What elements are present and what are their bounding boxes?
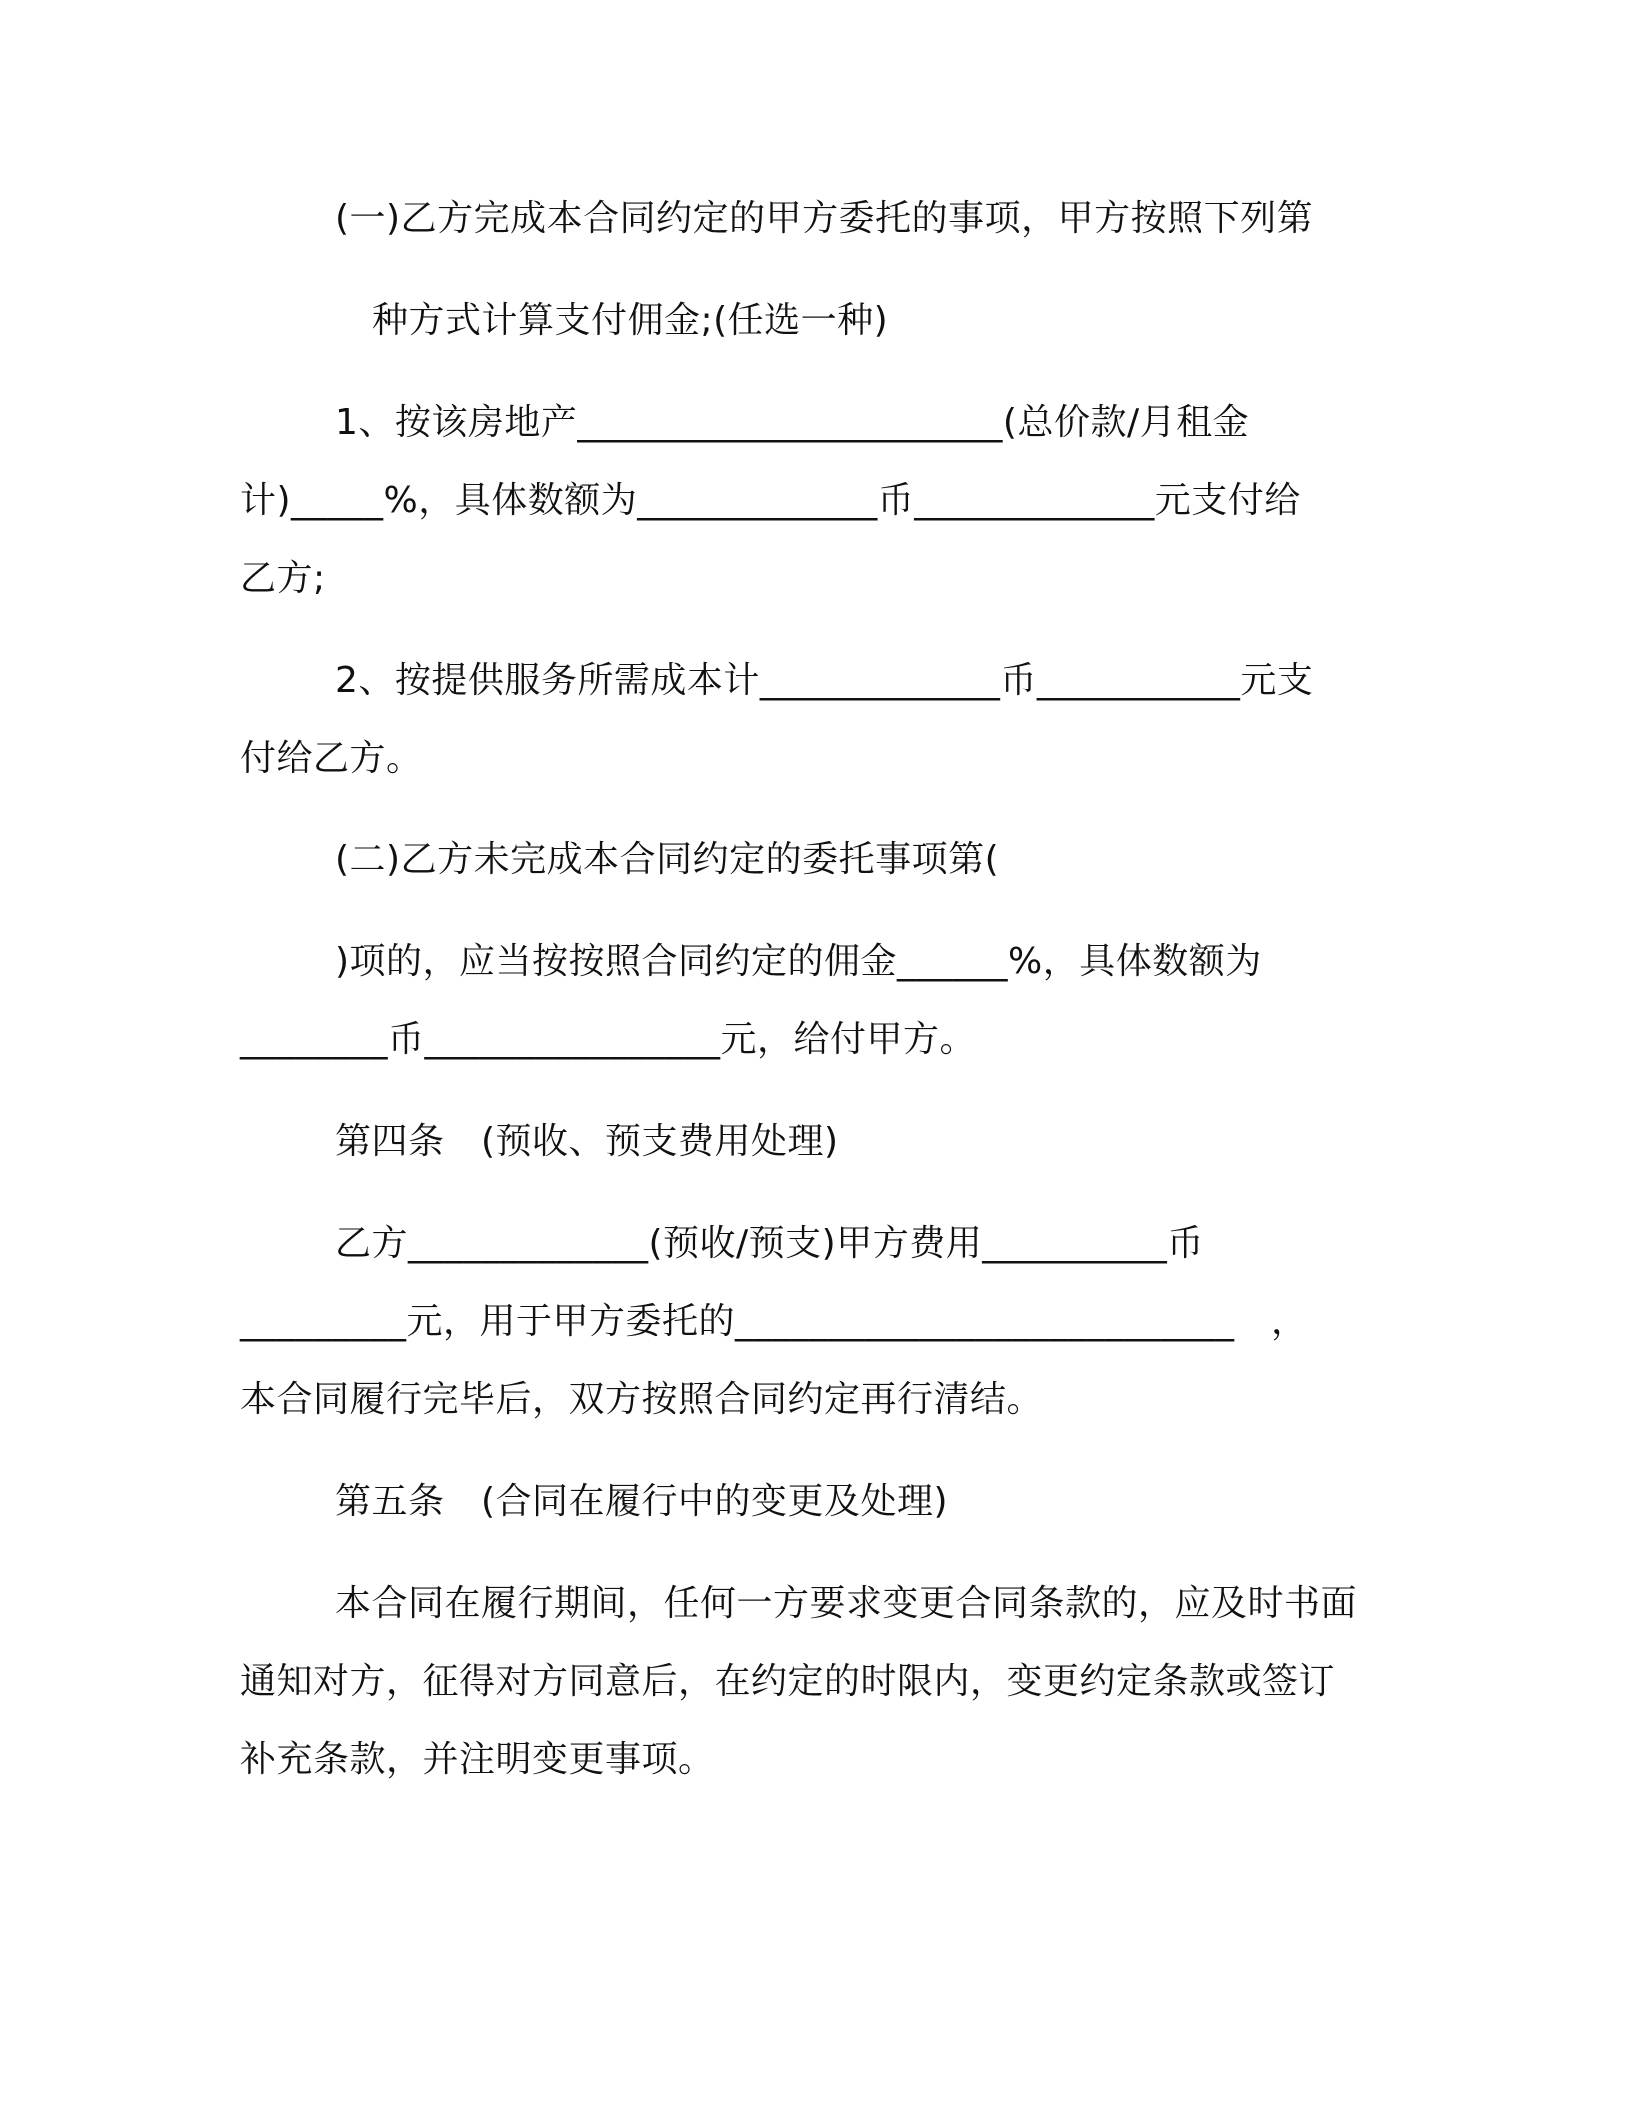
- article-5-body-line-3: 补充条款，并注明变更事项。: [240, 1739, 715, 1780]
- clause-2-line-2: )项的，应当按按照合同约定的佣金______%，具体数额为: [335, 941, 1262, 982]
- article-4-heading: 第四条 (预收、预支费用处理): [335, 1121, 839, 1162]
- option-2-line-1: 2、按提供服务所需成本计_____________币___________元支: [335, 660, 1314, 701]
- article-4-body-line-1: 乙方_____________(预收/预支)甲方费用__________币: [335, 1223, 1204, 1264]
- article-4-body-line-2: _________元，用于甲方委托的___________________________ ，: [240, 1301, 1308, 1342]
- clause-2-line-3: ________币________________元，给付甲方。: [240, 1019, 977, 1060]
- option-1-line-1: 1、按该房地产_______________________(总价款/月租金: [335, 402, 1250, 443]
- clause-1-line-1: (一)乙方完成本合同约定的甲方委托的事项，甲方按照下列第: [335, 198, 1314, 239]
- article-4-body-line-3: 本合同履行完毕后，双方按照合同约定再行清结。: [240, 1379, 1044, 1420]
- article-5-heading: 第五条 (合同在履行中的变更及处理): [335, 1481, 949, 1522]
- clause-1-line-2: 种方式计算支付佣金;(任选一种): [372, 300, 889, 341]
- option-2-line-2: 付给乙方。: [240, 738, 423, 779]
- option-1-line-3: 乙方;: [240, 558, 326, 599]
- article-5-body-line-2: 通知对方，征得对方同意后，在约定的时限内，变更约定条款或签订: [240, 1661, 1336, 1702]
- article-5-body-line-1: 本合同在履行期间，任何一方要求变更合同条款的，应及时书面: [335, 1583, 1358, 1624]
- option-1-line-2: 计)_____%，具体数额为_____________币_____________元支付给: [240, 480, 1301, 521]
- clause-2-line-1: (二)乙方未完成本合同约定的委托事项第(: [335, 839, 1000, 880]
